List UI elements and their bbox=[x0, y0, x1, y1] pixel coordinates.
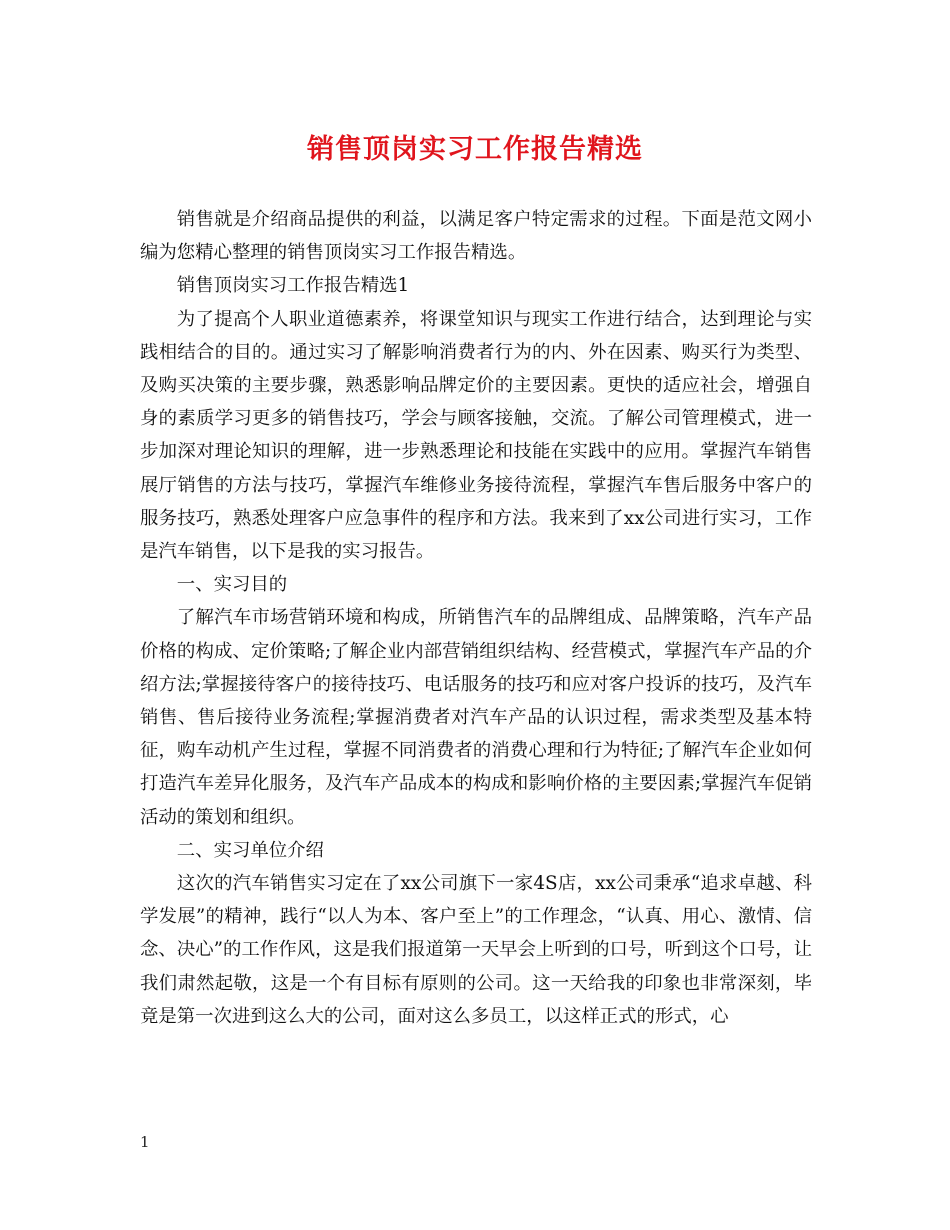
section-heading-unit-intro: 二、实习单位介绍 bbox=[176, 839, 324, 861]
section-heading-purpose: 一、实习目的 bbox=[176, 574, 288, 596]
document-body bbox=[140, 203, 812, 1033]
section-heading-report-1: 销售顶岗实习工作报告精选1 bbox=[176, 275, 410, 297]
page-number: 1 bbox=[140, 1133, 150, 1151]
body-paragraph: 了解汽车市场营销环境和构成，所销售汽车的品牌组成、品牌策略，汽车产品价格的构成、定价策略;了解企业内部营销组织结构、经营模式，掌握汽车产品的介绍方法;掌握接待客户的接待技巧、电话服务的技巧和应对客户投诉的技巧，及汽车销售、售后接待业务流程;掌握消费者对汽车产品的认识过程，需求类型及基本特征，购车动机产生过程，掌握不同消费者的消费心理和行为特征;了解汽车企业如何打造汽车差异化服务，及汽车产品成本的构成和影响价格的主要因素;掌握汽车促销活动的策划和组织。 bbox=[140, 607, 812, 828]
body-paragraph: 这次的汽车销售实习定在了xx公司旗下一家4S店，xx公司秉承“追求卓越、科学发展”的精神，践行“以人为本、客户至上”的工作理念，“认真、用心、激情、信念、决心”的工作作风，这是我们报道第一天早会上听到的口号，听到这个口号，让我们肃然起敬，这是一个有目标有原则的公司。这一天给我的印象也非常深刻，毕竟是第一次进到这么大的公司，面对这么多员工，以这样正式的形式，心 bbox=[140, 873, 812, 1027]
body-paragraph: 为了提高个人职业道德素养，将课堂知识与现实工作进行结合，达到理论与实践相结合的目的。通过实习了解影响消费者行为的内、外在因素、购买行为类型、及购买决策的主要步骤，熟悉影响品牌定价的主要因素。更快的适应社会，增强自身的素质学习更多的销售技巧，学会与顾客接触，交流。了解公司管理模式，进一步加深对理论知识的理解，进一步熟悉理论和技能在实践中的应用。掌握汽车销售展厅销售的方法与技巧，掌握汽车维修业务接待流程，掌握汽车售后服务中客户的服务技巧，熟悉处理客户应急事件的程序和方法。我来到了xx公司进行实习，工作是汽车销售，以下是我的实习报告。 bbox=[140, 308, 812, 563]
intro-paragraph: 销售就是介绍商品提供的利益，以满足客户特定需求的过程。下面是范文网小编为您精心整理的销售顶岗实习工作报告精选。 bbox=[140, 209, 812, 264]
document-title: 销售顶岗实习工作报告精选 bbox=[307, 134, 643, 165]
